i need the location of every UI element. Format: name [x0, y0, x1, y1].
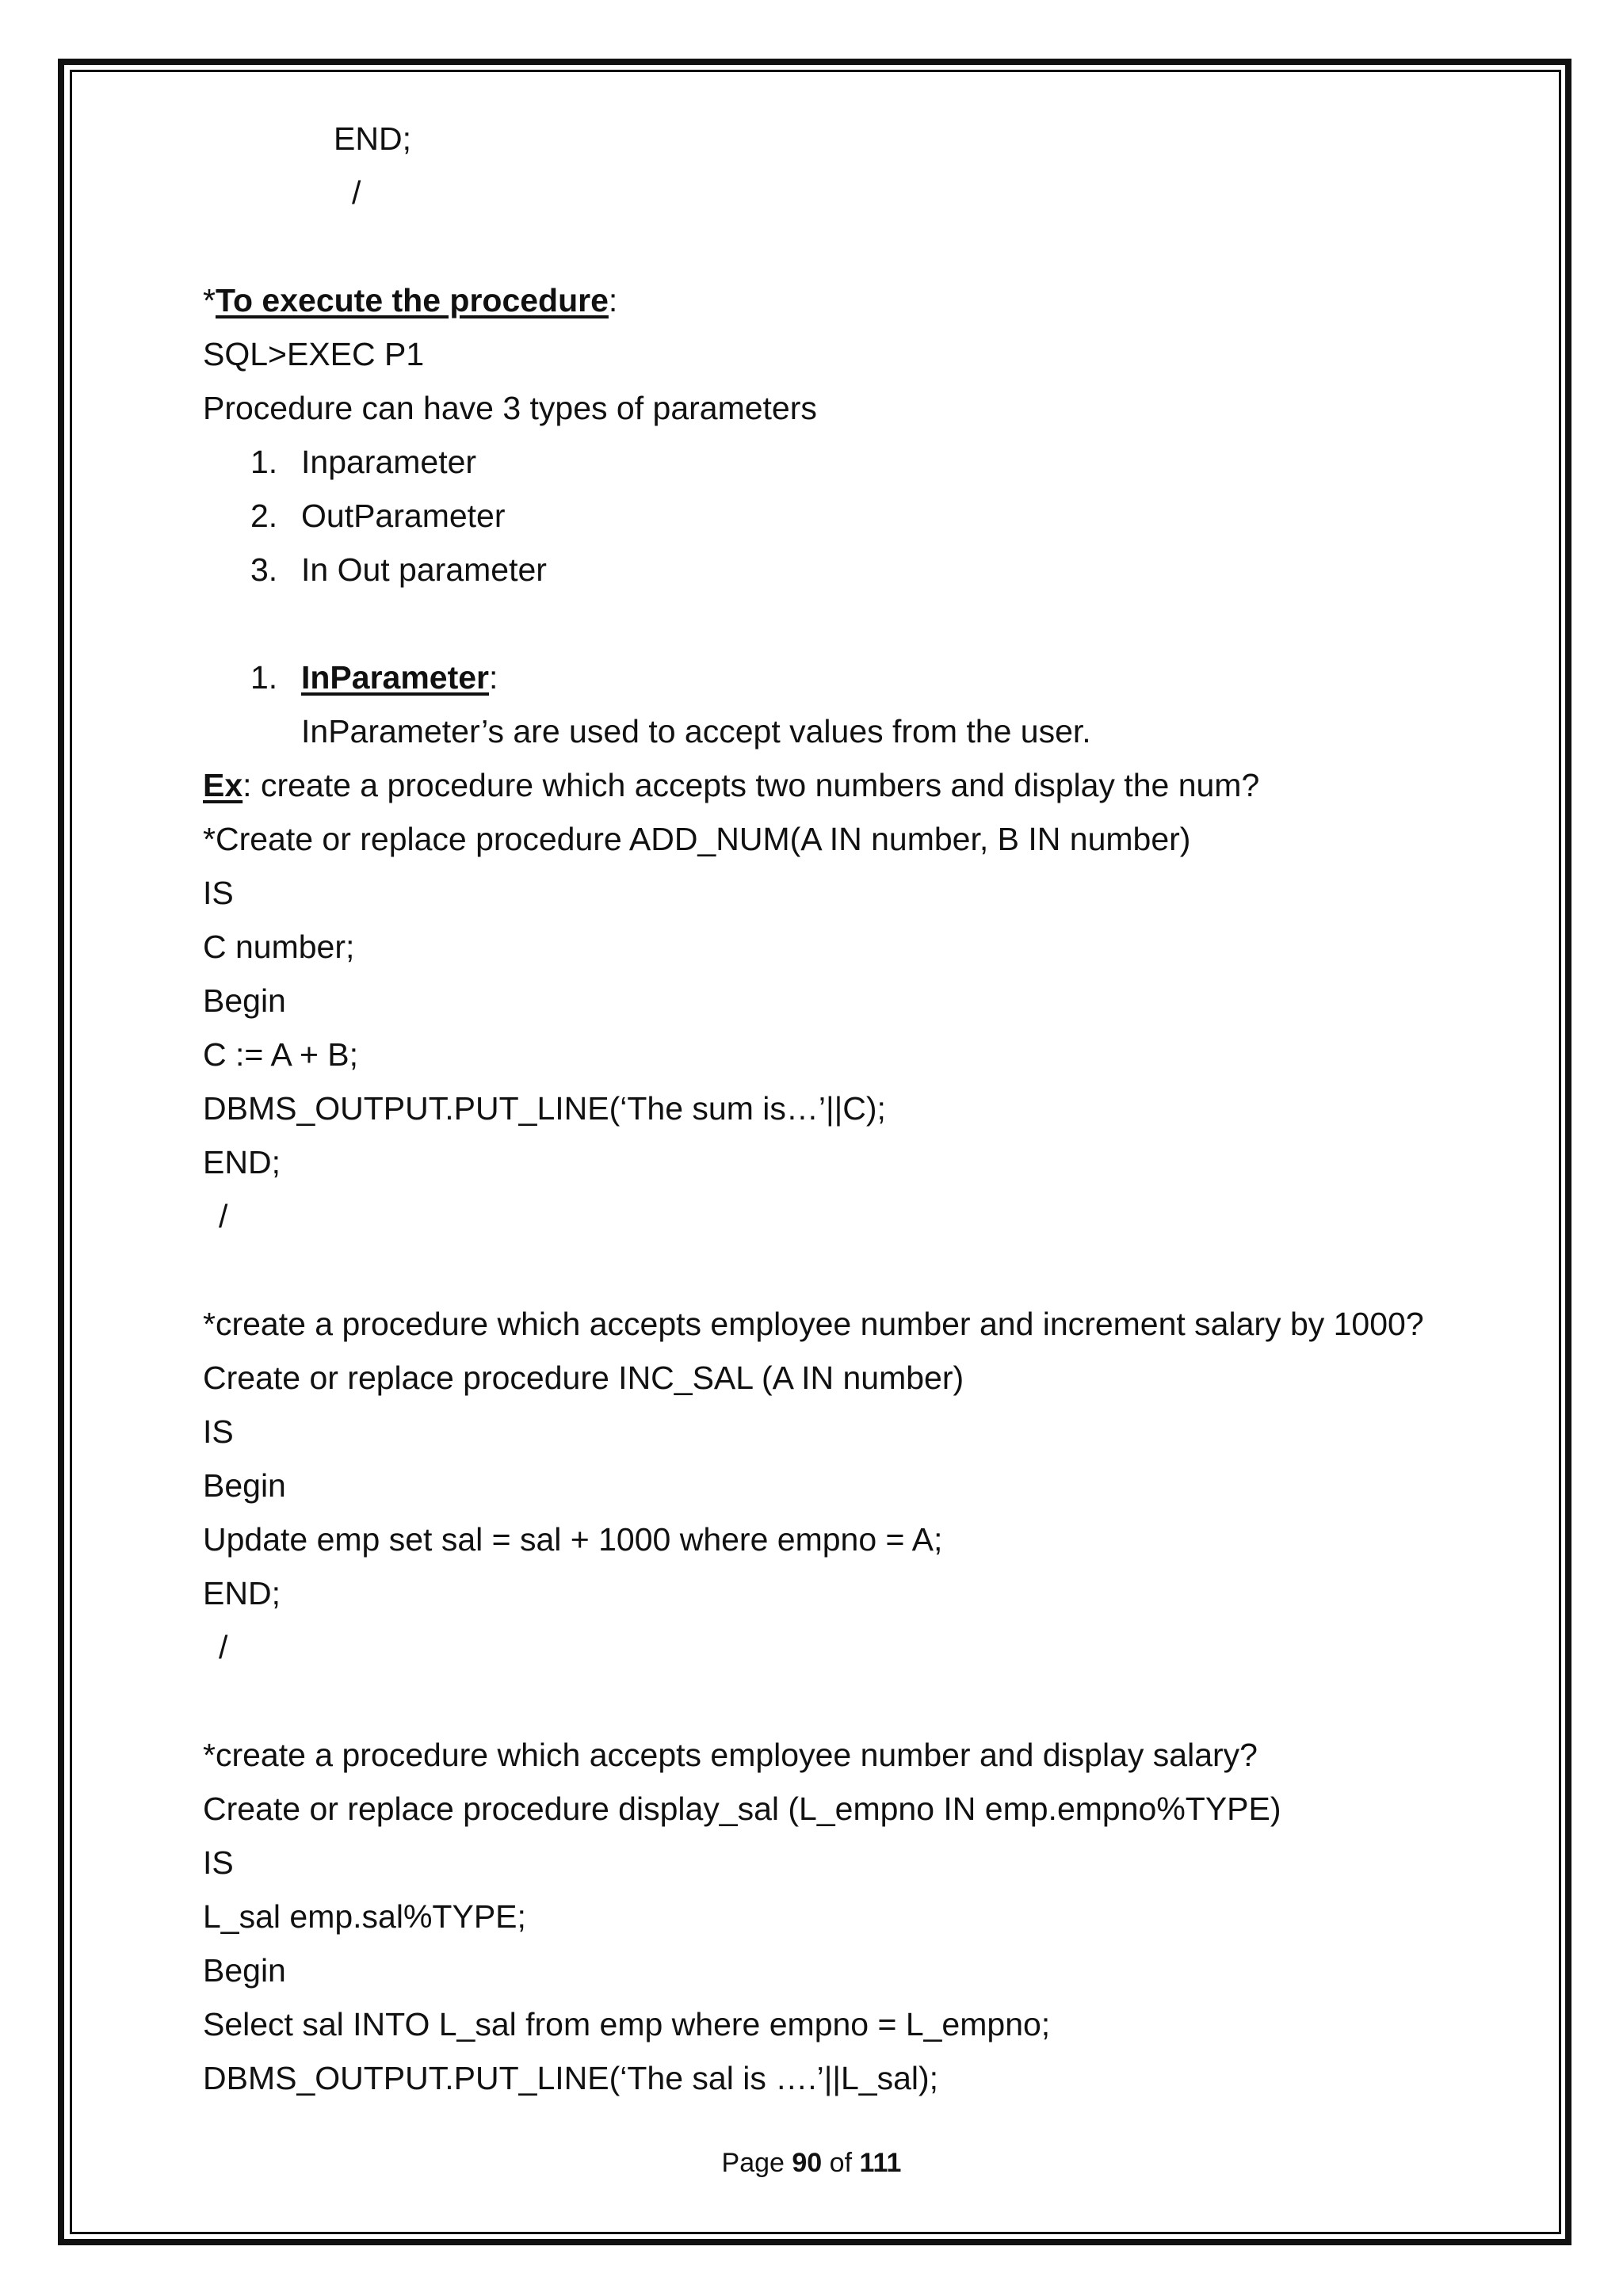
example-text: : create a procedure which accepts two numbers and display the num?	[242, 767, 1260, 803]
list-item: OutParameter	[301, 498, 506, 534]
code-line: IS	[203, 1844, 234, 1881]
footer-page-number: 90	[792, 2148, 823, 2178]
colon: :	[608, 282, 618, 318]
code-line: DBMS_OUTPUT.PUT_LINE(‘The sal is ….’||L_sal);	[203, 2060, 939, 2096]
paragraph: InParameter’s are used to accept values from the user.	[301, 713, 1091, 749]
list-number: 2.	[250, 498, 278, 534]
code-line: IS	[203, 1413, 234, 1450]
code-line: Select sal INTO L_sal from emp where empno = L_empno;	[203, 2006, 1051, 2042]
heading-text: To execute the procedure	[215, 282, 609, 318]
code-line: Begin	[203, 1467, 286, 1504]
question-line: *create a procedure which accepts employee number and increment salary by 1000?	[203, 1306, 1424, 1342]
code-line: Update emp set sal = sal + 1000 where empno = A;	[203, 1521, 943, 1558]
example-line	[203, 765, 1259, 805]
list-item: In Out parameter	[301, 551, 547, 588]
footer-page-word: Page	[721, 2148, 785, 2178]
list-number: 1.	[250, 659, 278, 696]
code-line: Create or replace procedure display_sal (L_empno IN emp.empno%TYPE)	[203, 1791, 1281, 1827]
code-line: /	[352, 174, 361, 211]
code-line: *Create or replace procedure ADD_NUM(A IN number, B IN number)	[203, 821, 1191, 857]
heading-text: InParameter	[301, 659, 490, 696]
code-line: IS	[203, 875, 234, 911]
code-line: END;	[203, 1575, 281, 1611]
code-line: SQL>EXEC P1	[203, 336, 425, 372]
footer-of-word: of	[829, 2148, 853, 2178]
code-line: L_sal emp.sal%TYPE;	[203, 1898, 526, 1935]
code-line: /	[219, 1629, 228, 1665]
code-line: Create or replace procedure INC_SAL (A IN number)	[203, 1360, 964, 1396]
example-label: Ex	[203, 767, 243, 803]
paragraph: Procedure can have 3 types of parameters	[203, 390, 817, 426]
code-line: END;	[334, 120, 411, 157]
code-line: DBMS_OUTPUT.PUT_LINE(‘The sum is…’||C);	[203, 1090, 886, 1127]
footer-total-pages: 111	[859, 2148, 902, 2178]
code-line: END;	[203, 1144, 281, 1180]
page-footer	[0, 2145, 1623, 2180]
question-line: *create a procedure which accepts employee number and display salary?	[203, 1737, 1258, 1773]
code-line: C number;	[203, 929, 355, 965]
colon: :	[489, 659, 498, 696]
code-line: /	[219, 1198, 228, 1234]
section-heading-inparameter	[301, 658, 498, 697]
list-number: 1.	[250, 444, 278, 480]
asterisk: *	[203, 282, 216, 318]
section-heading-execute	[203, 280, 617, 320]
code-line: Begin	[203, 982, 286, 1019]
list-item: Inparameter	[301, 444, 477, 480]
list-number: 3.	[250, 551, 278, 588]
code-line: C := A + B;	[203, 1036, 359, 1073]
code-line: Begin	[203, 1952, 286, 1989]
